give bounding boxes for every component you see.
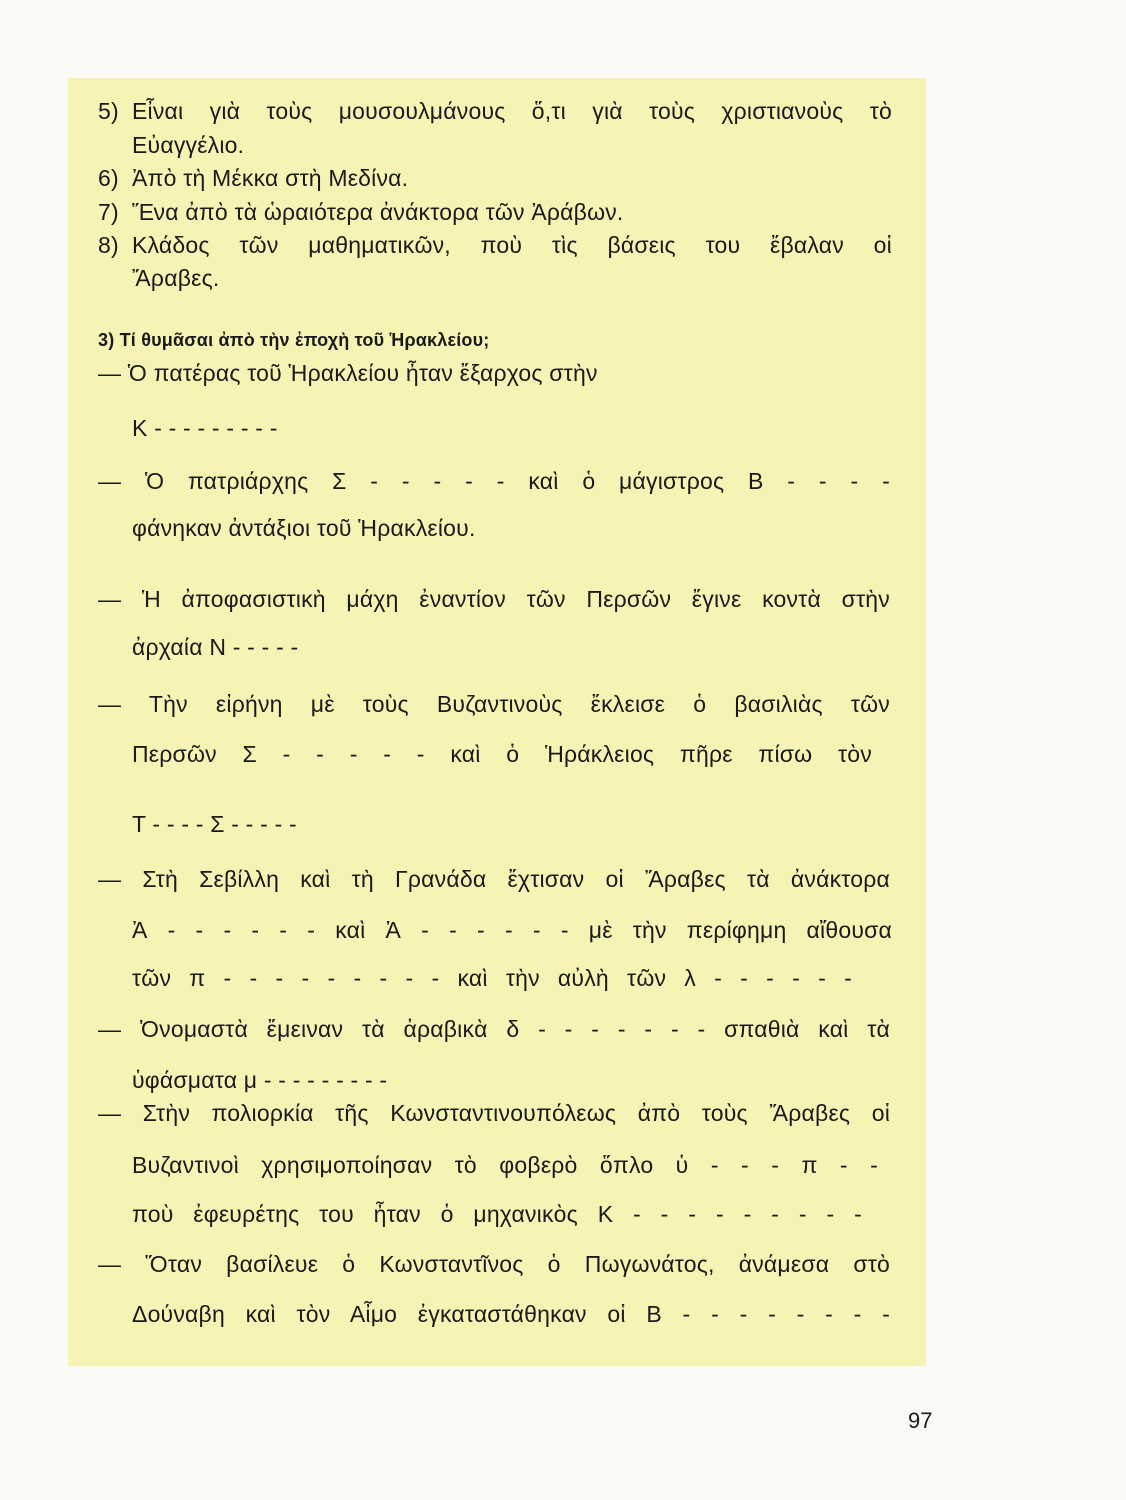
exercise-line: — Ὅταν βασίλευε ὁ Κωνσταντῖνος ὁ Πωγωνάτος, ἀνάμεσα στὸ [98,1251,890,1277]
exercise-line: — Ὁ πατέρας τοῦ Ἡρακλείου ἦταν ἔξαρχος στὴν [98,360,598,386]
exercise-line: Ἀ - - - - - - καὶ Ἀ - - - - - - μὲ τὴν περίφημη αἴθουσα [132,917,892,943]
exercise-line: Τ - - - - Σ - - - - - [132,811,297,837]
exercise-line: — Στὴ Σεβίλλη καὶ τὴ Γρανάδα ἔχτισαν οἱ Ἄραβες τὰ ἀνάκτορα [98,866,890,892]
answer-5-number: 5) [98,98,119,124]
exercise-line: τῶν π - - - - - - - - - καὶ τὴν αὐλὴ τῶν λ - - - - - - [132,965,852,991]
exercise-line: — Τὴν εἰρήνη μὲ τοὺς Βυζαντινοὺς ἔκλεισε ὁ βασιλιὰς τῶν [98,691,890,717]
exercise-line: — Ὀνομαστὰ ἔμειναν τὰ ἀραβικὰ δ - - - - - - - σπαθιὰ καὶ τὰ [98,1016,890,1042]
answer-5-line-1: Εἶναι γιὰ τοὺς μουσουλμάνους ὅ,τι γιὰ τοὺς χριστιανοὺς τὸ [132,98,892,124]
exercise-line: — Ὁ πατριάρχης Σ - - - - - καὶ ὁ μάγιστρος Β - - - - [98,468,890,494]
exercise-line: ὑφάσματα μ - - - - - - - - - [132,1067,388,1093]
exercise-line: φάνηκαν ἀντάξιοι τοῦ Ἡρακλείου. [132,515,476,541]
answer-6-number: 6) [98,165,119,191]
exercise-line: — Ἡ ἀποφασιστικὴ μάχη ἐναντίον τῶν Περσῶν ἔγινε κοντὰ στὴν [98,586,890,612]
exercise-line: ἀρχαία Ν - - - - - [132,634,299,660]
answer-5-line-2: Εὐαγγέλιο. [132,132,245,158]
exercise-line: Δούναβη καὶ τὸν Αἶμο ἐγκαταστάθηκαν οἱ Β - - - - - - - - [132,1301,890,1327]
exercise-line: Κ - - - - - - - - - [132,415,278,441]
page-number: 97 [908,1408,933,1433]
exercise-line: ποὺ ἐφευρέτης του ἦταν ὁ μηχανικὸς Κ - - - - - - - - - [132,1201,862,1227]
answer-8-number: 8) [98,232,119,258]
answer-8-line-2: Ἄραβες. [132,265,220,291]
answer-7-number: 7) [98,199,119,225]
exercise-line: Βυζαντινοὶ χρησιμοποίησαν τὸ φοβερὸ ὅπλο ὑ - - - π - - [132,1152,878,1178]
exercise-line: Περσῶν Σ - - - - - καὶ ὁ Ἡράκλειος πῆρε πίσω τὸν [132,741,872,767]
answer-7-line-1: Ἕνα ἀπὸ τὰ ὡραιότερα ἀνάκτορα τῶν Ἀράβων. [132,199,624,225]
answer-6-line-1: Ἀπὸ τὴ Μέκκα στὴ Μεδίνα. [132,165,409,191]
answer-8-line-1: Κλάδος τῶν μαθηματικῶν, ποὺ τὶς βάσεις του ἔβαλαν οἱ [132,232,892,258]
exercise-line: — Στὴν πολιορκία τῆς Κωνσταντινουπόλεως ἀπὸ τοὺς Ἄραβες οἱ [98,1100,890,1126]
exercise-heading: 3) Τί θυμᾶσαι ἀπὸ τὴν ἐποχὴ τοῦ Ἡρακλείου; [98,330,490,350]
